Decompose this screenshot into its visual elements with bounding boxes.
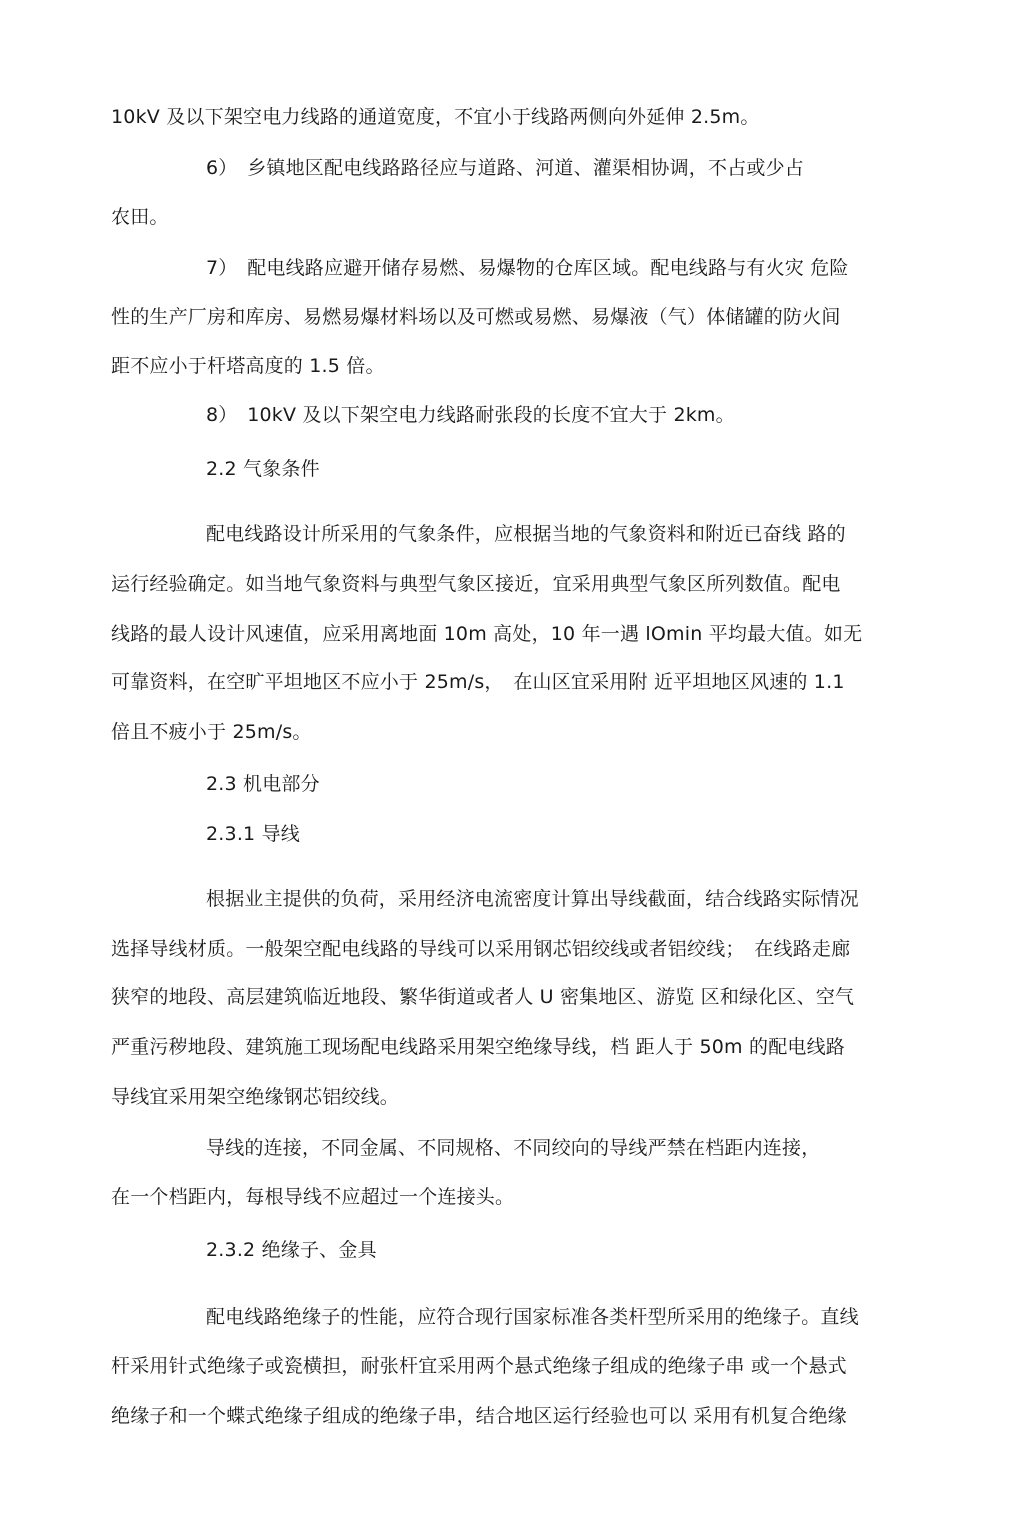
text-line: 倍且不疲小于 25m/s。	[111, 721, 312, 743]
text-line: 可靠资料，在空旷平坦地区不应小于 25m/s， 在山区宜采用附 近平坦地区风速的 1.1	[111, 671, 845, 693]
text-line: 配电线路绝缘子的性能，应符合现行国家标准各类杆型所采用的绝缘子。直线	[206, 1306, 859, 1328]
text-line: 7） 配电线路应避开储存易燃、易爆物的仓库区域。配电线路与有火灾 危险	[206, 257, 849, 279]
text-line: 根据业主提供的负荷，采用经济电流密度计算出导线截面，结合线路实际情况	[206, 888, 859, 910]
section-heading: 2.2 气象条件	[206, 458, 320, 480]
text-line: 8） 10kV 及以下架空电力线路耐张段的长度不宜大于 2km。	[206, 404, 735, 426]
text-line: 在一个档距内，每根导线不应超过一个连接头。	[111, 1186, 515, 1208]
section-heading: 2.3 机电部分	[206, 773, 320, 795]
subsection-heading: 2.3.2 绝缘子、金具	[206, 1239, 377, 1261]
text-line: 严重污秽地段、建筑施工现场配电线路采用架空绝缘导线，档 距人于 50m 的配电线路	[111, 1036, 846, 1058]
text-line: 6） 乡镇地区配电线路路径应与道路、河道、灌渠相协调，不占或少占	[206, 157, 804, 179]
text-line: 配电线路设计所采用的气象条件，应根据当地的气象资料和附近已奋线 路的	[206, 523, 846, 545]
text-line: 导线的连接，不同金属、不同规格、不同绞向的导线严禁在档距内连接，	[206, 1137, 821, 1159]
subsection-heading: 2.3.1 导线	[206, 823, 300, 845]
text-line: 绝缘子和一个蝶式绝缘子组成的绝缘子串，结合地区运行经验也可以 采用有机复合绝缘	[111, 1405, 847, 1427]
text-line: 10kV 及以下架空电力线路的通道宽度，不宜小于线路两侧向外延伸 2.5m。	[111, 106, 760, 128]
text-line: 狭窄的地段、高层建筑临近地段、繁华街道或者人 U 密集地区、游览 区和绿化区、空气	[111, 986, 855, 1008]
text-line: 杆采用针式绝缘子或瓷横担，耐张杆宜采用两个悬式绝缘子组成的绝缘子串 或一个悬式	[111, 1355, 847, 1377]
text-line: 导线宜采用架空绝缘钢芯铝绞线。	[111, 1086, 400, 1108]
text-line: 运行经验确定。如当地气象资料与典型气象区接近，宜采用典型气象区所列数值。配电	[111, 573, 841, 595]
text-line: 性的生产厂房和库房、易燃易爆材料场以及可燃或易燃、易爆液（气）体储罐的防火间	[111, 306, 841, 328]
text-line: 农田。	[111, 206, 169, 228]
text-line: 距不应小于杆塔高度的 1.5 倍。	[111, 355, 385, 377]
text-line: 线路的最人设计风速值，应采用离地面 10m 高处，10 年一遇 lOmin 平均最大值。如无	[111, 623, 863, 645]
text-line: 选择导线材质。一般架空配电线路的导线可以采用钢芯铝绞线或者铝绞线； 在线路走廊	[111, 938, 851, 960]
